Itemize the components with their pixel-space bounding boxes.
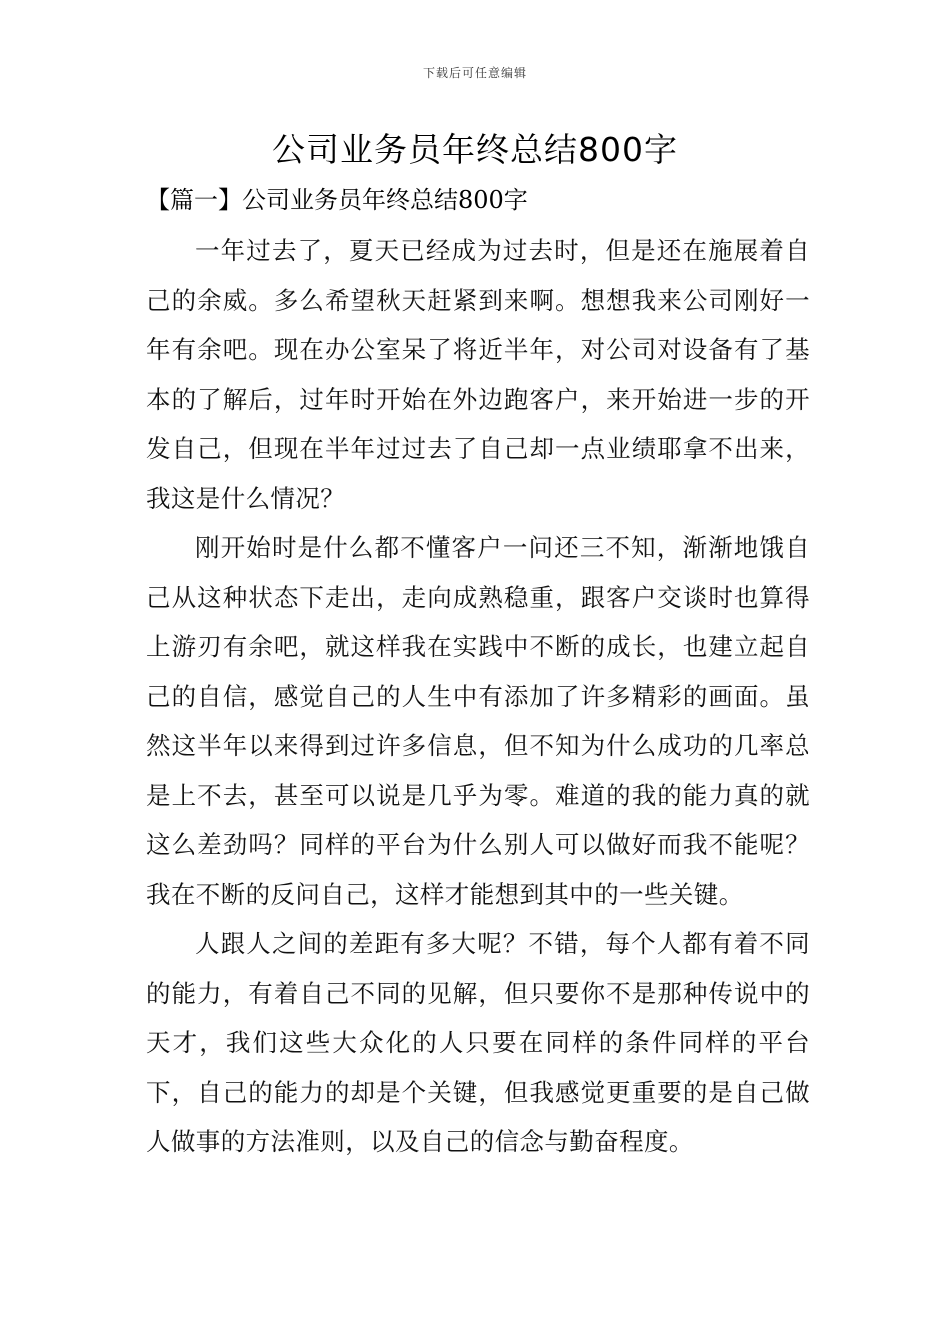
paragraph-1: 一年过去了，夏天已经成为过去时，但是还在施展着自己的余威。多么希望秋天赶紧到来啊。想想我来公司刚好一年有余吧。现在办公室呆了将近半年，对公司对设备有了基本的了解后，过年时开始在外边跑客户，来开始进一步的开发自己，但现在半年过过去了自己却一点业绩耶拿不出来，我这是什么情况？ [146, 236, 810, 513]
paragraph-2: 刚开始时是什么都不懂客户一问还三不知，渐渐地饿自己从这种状态下走出，走向成熟稳重，跟客户交谈时也算得上游刃有余吧，就这样我在实践中不断的成长，也建立起自己的自信，感觉自己的人生中有添加了许多精彩的画面。虽然这半年以来得到过许多信息，但不知为什么成功的几率总是上不去，甚至可以说是几乎为零。难道的我的能力真的就这么差劲吗？同样的平台为什么别人可以做好而我不能呢？我在不断的反问自己，这样才能想到其中的一些关键。 [146, 533, 810, 909]
document-body [146, 226, 810, 1167]
document-title: 公司业务员年终总结800字 [272, 130, 678, 169]
header-note: 下载后可任意编辑 [422, 66, 527, 80]
paragraph-3: 人跟人之间的差距有多大呢？不错，每个人都有着不同的能力，有着自己不同的见解，但只要你不是那种传说中的天才，我们这些大众化的人只要在同样的条件同样的平台下，自己的能力的却是个关键，但我感觉更重要的是自己做人做事的方法准则，以及自己的信念与勤奋程度。 [146, 929, 810, 1156]
section-heading: 【篇一】公司业务员年终总结800字 [146, 186, 528, 214]
